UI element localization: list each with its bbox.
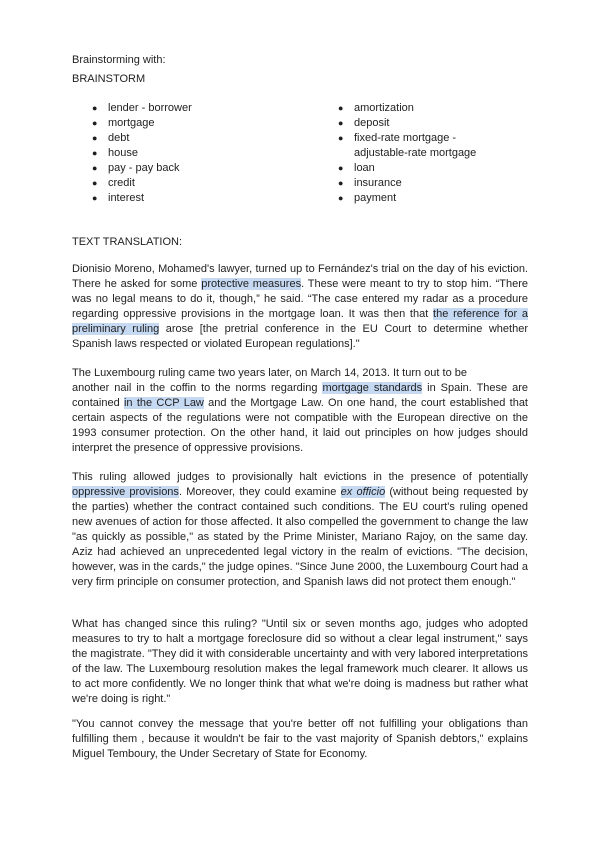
- bullet-icon: ●: [338, 193, 344, 203]
- paragraph-text: in Spain. These are contained: [72, 382, 528, 409]
- list-item: debt: [108, 132, 130, 144]
- translation-heading: TEXT TRANSLATION:: [72, 236, 183, 248]
- highlighted-text: mortgage standards: [322, 382, 423, 394]
- paragraph-first-line: The Luxembourg ruling came two years later, on March 14, 2013. It turn out to be: [72, 367, 467, 379]
- list-item: insurance: [354, 177, 402, 189]
- paragraph-2: [72, 366, 528, 456]
- bullet-icon: ●: [338, 103, 344, 113]
- highlighted-text: the reference for a preliminary ruling: [72, 308, 528, 335]
- list-item: interest: [108, 192, 145, 204]
- paragraph-text: another nail in the coffin to the norms regarding: [72, 382, 323, 394]
- highlighted-text: oppressive provisions: [72, 486, 179, 498]
- highlighted-text: ex officio: [340, 486, 386, 498]
- bullet-icon: ●: [92, 163, 98, 173]
- list-item: mortgage: [108, 117, 155, 129]
- paragraph-text: . These were meant to try to stop him. “There was no legal means to do it, though,” he said. “The case entered my radar as a procedure regarding oppressive provisions in the mortgage loan. It was then that: [72, 278, 528, 320]
- bullet-icon: ●: [92, 148, 98, 158]
- list-item: payment: [354, 192, 397, 204]
- highlighted-text: in the CCP Law: [123, 397, 204, 409]
- paragraph-text: This ruling allowed judges to provisionally halt evictions in the presence of potentially: [72, 471, 528, 483]
- list-item: house: [108, 147, 138, 159]
- paragraph-text: Dionisio Moreno, Mohamed's lawyer, turned up to Fernández's trial on the day of his eviction. There he asked for some: [72, 263, 528, 290]
- bullet-icon: ●: [92, 118, 98, 128]
- bullet-icon: ●: [338, 163, 344, 173]
- list-item: pay - pay back: [108, 162, 180, 174]
- list-item: adjustable-rate mortgage: [354, 147, 477, 159]
- paragraph-1: [72, 262, 528, 352]
- list-item: loan: [354, 162, 375, 174]
- bullet-icon: ●: [338, 118, 344, 128]
- brainstorm-heading: BRAINSTORM: [72, 73, 146, 85]
- bullet-icon: ●: [92, 178, 98, 188]
- list-item: fixed-rate mortgage -: [354, 132, 457, 144]
- bullet-icon: ●: [338, 133, 344, 143]
- list-item: deposit: [354, 117, 390, 129]
- list-item: amortization: [354, 102, 414, 114]
- paragraph-4: What has changed since this ruling? "Until six or seven months ago, judges who adopted measures to try to halt a mortgage foreclosure did so without a clear legal instrument," says the magistrate. "They did it with considerable uncertainty and with very labored interpretations of the law. The Luxembourg resolution makes the legal framework much clearer. It allows us to act more confidently. We no longer think that what we're doing is madness but rather what we're doing is right.": [72, 618, 528, 705]
- bullet-icon: ●: [92, 103, 98, 113]
- paragraph-5: "You cannot convey the message that you're better off not fulfilling your obligations than fulfilling them , because it wouldn't be fair to the vast majority of Spanish debtors," explains Miguel Temboury, the Under Secretary of State for Economy.: [72, 718, 528, 760]
- paragraph-text: . Moreover, they could examine: [178, 486, 341, 498]
- bullet-icon: ●: [338, 178, 344, 188]
- brainstorm-intro: Brainstorming with:: [72, 54, 166, 66]
- bullet-icon: ●: [92, 133, 98, 143]
- highlighted-text: protective measures: [201, 278, 302, 290]
- paragraph-text: (without being requested by the parties) whether the contract contained such conditions. The EU court's ruling opened new avenues of action for those affected. It also compelled the government to change the law "as quickly as possible," as stated by the Prime Minister, Mariano Rajoy, on the same day. Aziz had achieved an unprecedented legal victory in the realm of evictions. "The decision, however, was in the cards," the judge opines. "Since June 2000, the Luxembourg Court had a very firm principle on consumer protection, and Spanish laws did not protect them enough.": [72, 486, 528, 588]
- paragraph-3: [72, 470, 528, 590]
- list-item: lender - borrower: [108, 102, 192, 114]
- bullet-icon: ●: [92, 193, 98, 203]
- paragraph-text: arose [the pretrial conference in the EU Court to determine whether Spanish laws respected or violated European regulations].": [72, 323, 528, 350]
- list-item: credit: [108, 177, 135, 189]
- paragraph-text: and the Mortgage Law. On one hand, the court established that certain aspects of the regulations were not compatible with the European directive on the 1993 consumer protection. On the other hand, it laid out principles on how judges should interpret the presence of oppressive provisions.: [72, 397, 528, 454]
